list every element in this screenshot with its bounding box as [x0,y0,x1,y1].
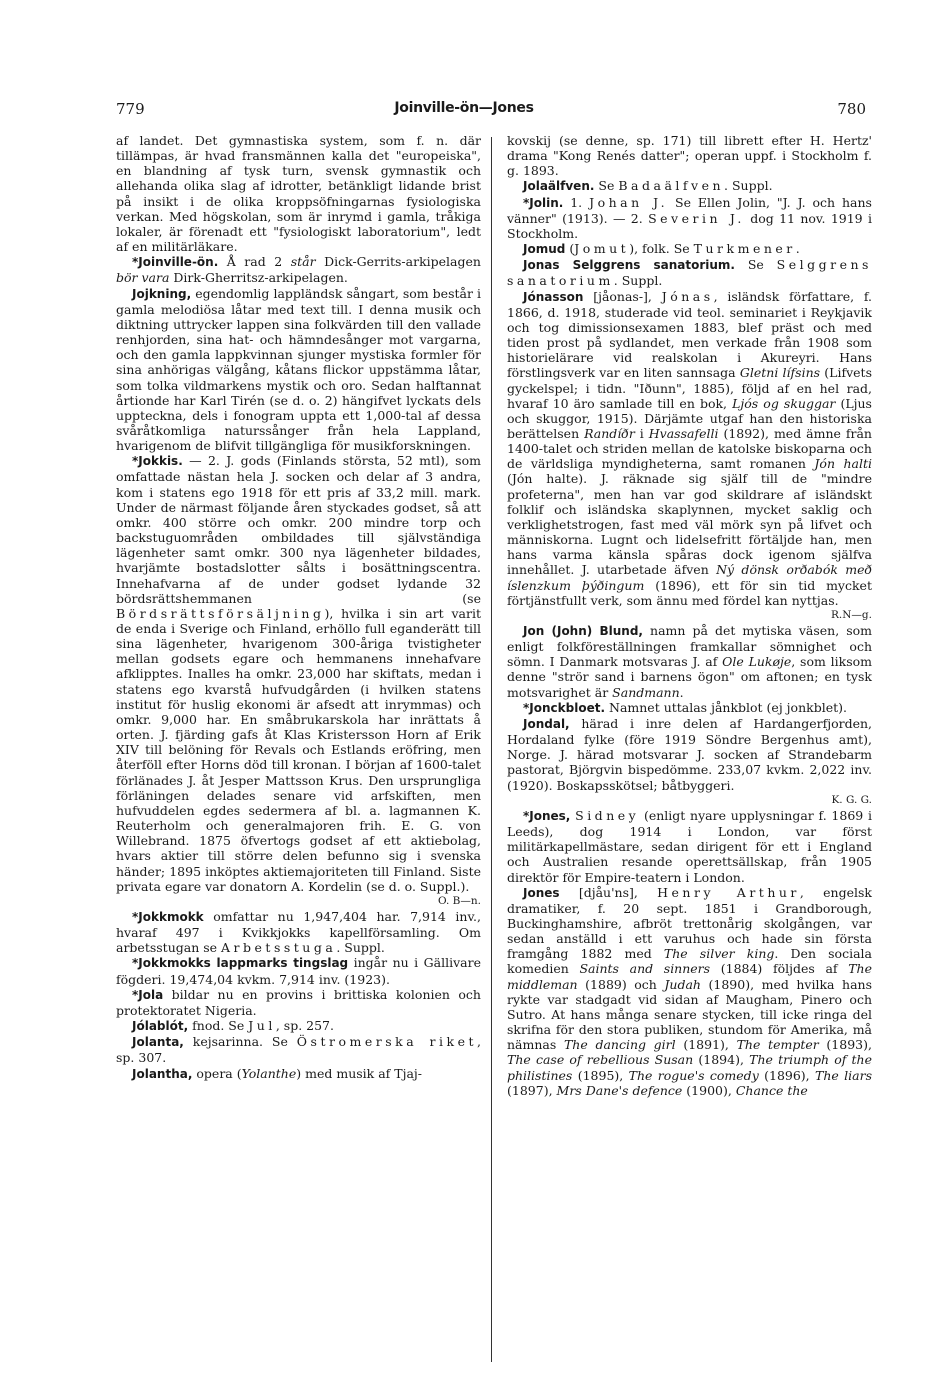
signature: K. G. G. [831,793,872,806]
entry-jolin: *Jolin. 1. Johan J. Se Ellen Jolin, "J. J. och hans vänner" (1913). — 2. Severin J. dog 11 nov. 1919 i Stockholm. [507,194,872,241]
signature: O. B—n. [438,894,481,907]
entry-continuation: kovskij (se denne, sp. 171) till librett efter H. Hertz' drama "Kong Renés datter"; operan uppf. i Stockholm f. g. 1893. [507,133,872,179]
entry-jojkning: Jojkning, egendomlig lappländsk sångart, som består i gamla melodiösa låtar med text till. I denna musik och diktning uttrycker lappen sina folkvärden till den vallade renhjorden, sina hat- och hämndesånger mot vargarna, och den gamla lappkvinnan sjunger mystiska formler för sina anhörigas välgång, kåtans flickor uppstämma låtar, som tolka vildmarkens mystik och oro. Sedan halftannat årtionde har Karl Tirén (se d. o. 2) hängifvet lyckats dels uppteckna, dels i fonogram uppta ett 1,000-tal af dessa svåråtkomliga naturssånger från hela Lappland, hvarigenom de blifvit tillgängliga för musikforskningen. [116,285,481,454]
running-title: Joinville-ön—Jones [394,100,534,116]
entry-jomud: Jomud (Jomut), folk. Se Turkmener. [523,241,800,257]
entry-jolanta: Jolanta, kejsarinna. Se Östromerska riket, sp. 307. [116,1034,482,1066]
right-column [507,133,872,1098]
entry-jola: *Jola bildar nu en provins i brittiska kolonien och protektoratet Nigeria. [116,986,481,1018]
signature: R.N—g. [831,608,872,621]
entry-jokkis: *Jokkis. — 2. J. gods (Finlands största, 52 mtl), som omfattade nästan hela J. socken och delar af 3 andra, kom i statens ego 1918 för ett pris af 33,2 mill. mark. Under de närmast följande åren styckades godset, så att omkr. 400 större och omkr. 200 mindre torp och backstuguområden ombildades till självständiga lägenheter samt omkr. 300 nya lägenheter bildades, hvarjämte bostadslotter sålts i bosättningscentra. Innehafvarna af de under godset lydande 32 bördsrättshemmanen (se Bördsrättsförsäljning), hvilka i sin art varit de enda i Sverige och Finland, erhöllo full eganderätt till sina lägenheter, hvarigenom 300-åriga tvistigheter mellan godsets egare och hemmanens innehafvare afklipptes. Inalles ha omkr. 23,000 har skiftats, medan i statens ego kvarstå hufvudgården (i hvilken statens institut för huslig ekonomi är afsedt att inrymmas) och omkr. 9,000 har. En småbrukarskola har inrättats å orten. J. fjärding gafs åt Klas Kristersson Horn af Erik XIV till belöning för Revals och Estlands eröfring, men återföll efter Horns död till kronan. I början af 1600-talet förlänades J. åt Jesper Mattsson Krus. Den ursprungliga förläningen delades senare vid arfskiften, men hufvuddelen egdes sedermera af bl. a. lagmannen K. Reuterholm och generalmajoren frih. E. G. von Willebrand. 1875 öfvertogs godset af ett aktiebolag, hvars aktier till större delen befunno sig i svenska händer; 1895 inköptes aktiemajoriteten till Finland. Siste privata egare var donatorn A. Kordelin (se d. o. Suppl.). O. B—n. [116,453,481,909]
entry-continuation: af landet. Det gymnastiska system, som f. n. där tillämpas, är hvad fransmännen kalla det "europeiska", en blandning af tysk turn, svensk gymnastik och allehanda olika slag af idrotter, betänkligt lidande brist på insikt i de olika kroppsöfningarnas fysiologiska verkan. Med högskolan, som är inrymd i gamla, tråkiga lokaler, är förenadt ett "fysiologiskt laboratorium", ledt af en militärläkare. [116,133,481,255]
right-page-number: 780 [837,100,866,118]
column-divider [491,137,492,1362]
entry-jokkmokk: *Jokkmokk omfattar nu 1,947,404 har. 7,914 inv., hvaraf 497 i Kvikkjokks kapellförsamling. Om arbetsstugan se Arbetsstuga. Suppl. [116,908,481,956]
entry-jon-blund: Jon (John) Blund, namn på det mytiska väsen, som enligt folkföreställningen framkallar sömnighet och sömn. I Danmark motsvaras J. af Ole Lukøje, som liksom denne "strör sand i barnens ögon" om aftonen; en tysk motsvarighet är Sandmann. [507,623,872,700]
entry-jokkmokk-tingslag: *Jokkmokks lappmarks tingslag ingår nu i Gällivare fögderi. 19,474,04 kvkm. 7,914 inv. (1923). [116,955,481,987]
entry-jonckbloet: *Jonckbloet. Namnet uttalas jånkblot (ej jonkblet). [523,699,847,715]
entry-jolablot: Jólablót, fnod. Se Jul, sp. 257. [132,1018,334,1034]
left-page-number: 779 [116,100,145,118]
entry-jondal: Jondal, härad i inre delen af Hardangerfjorden, Hordaland fylke (före 1919 Söndre Bergenhus amt), Norge. J. härad motsvarar J. socken af Strandebarm pastorat, Björgvin bispedömme. 233,07 kvkm. 2,022 inv. (1920). Boskapsskötsel; båtbyggeri. K. G. G. [507,716,872,808]
left-column [116,133,481,1082]
entry-jones-henry-arthur: Jones [djåu'ns], Henry Arthur, engelsk dramatiker, f. 20 sept. 1851 i Grandborough, Buckinghamshire, afbröt trettonårig skolgången, var sedan anställd i ett varuhus och hade sin första framgång 1882 med The silver king. Den sociala komedien Saints and sinners (1884) följdes af The middleman (1889) och Judah (1890), med hvilka hans rykte var stadgadt vid sidan af Maugham, Pinero och Sutro. At hans många senare stycken, till icke ringa del skrifna för den stora publiken, stundom för Amerika, må nämnas The dancing girl (1891), The tempter (1893), The case of rebellious Susan (1894), The triumph of the philistines (1895), The rogue's comedy (1896), The liars (1897), Mrs Dane's defence (1900), Chance the [507,884,873,1098]
entry-jolaalfven: Jolaälfven. Se Badaälfven. Suppl. [523,178,773,194]
entry-jones-sidney: *Jones, Sidney (enligt nyare upplysningar f. 1869 i Leeds), dog 1914 i London, var först militärkapellmästare, sedan dirigent för ett i England och Australien resande operettsällskap, från 1905 direktör för Empire-teatern i London. [507,807,872,885]
entry-joinville: *Joinville-ön. Å rad 2 står Dick-Gerrits-arkipelagen bör vara Dirk-Gherritsz-arkipelagen. [116,254,481,286]
entry-jonasson: Jónasson [jåonas-], Jónas, isländsk författare, f. 1866, d. 1918, studerade vid teol. seminariet i Reykjavik och tog dimissionsexamen 1883, blef präst och med tiden prost på sydlandet, men verkade från 1908 som historielärare vid realskolan i Akureyri. Hans förstlingsverk var en liten sannsaga Gletni lífsins (Lifvets gyckelspel; i tidn. "Iðunn", 1885), följd af en hel rad, hvaraf 10 äro samlade till en bok, Ljós og skuggar (Ljus och skuggor, 1915). Därjämte utgaf han den historiska berättelsen Randíðr i Hvassafelli (1892), med ämne från 1400-talet och striden mellan de katolske biskoparna och de världsliga myndigheterna, samt romanen Jón halti (Jón halte). J. räknade sig själf till de "mindre profeterna", men han var god skildrare af isländskt folklif och isländska skaplynnen, mycket saklig och verklighetstrogen, fast med väl mörk syn på lifvet och människorna. Lugnt och lidelsefritt förtäljde han, men hans varma känsla spåras dock igenom själfva innehållet. J. utarbetade äfven Ný dönsk orðabók með íslenzkum þýðingum (1896), ett för sin tid mycket förtjänstfullt verk, som ännu med fördel kan nyttjas. R.N—g. [507,289,872,623]
entry-selggren: Jonas Selggrens sanatorium. Se Selggrens sanatorium. Suppl. [507,257,872,289]
entry-jolantha: Jolantha, opera (Yolanthe) med musik af Tjaj- [132,1065,423,1081]
